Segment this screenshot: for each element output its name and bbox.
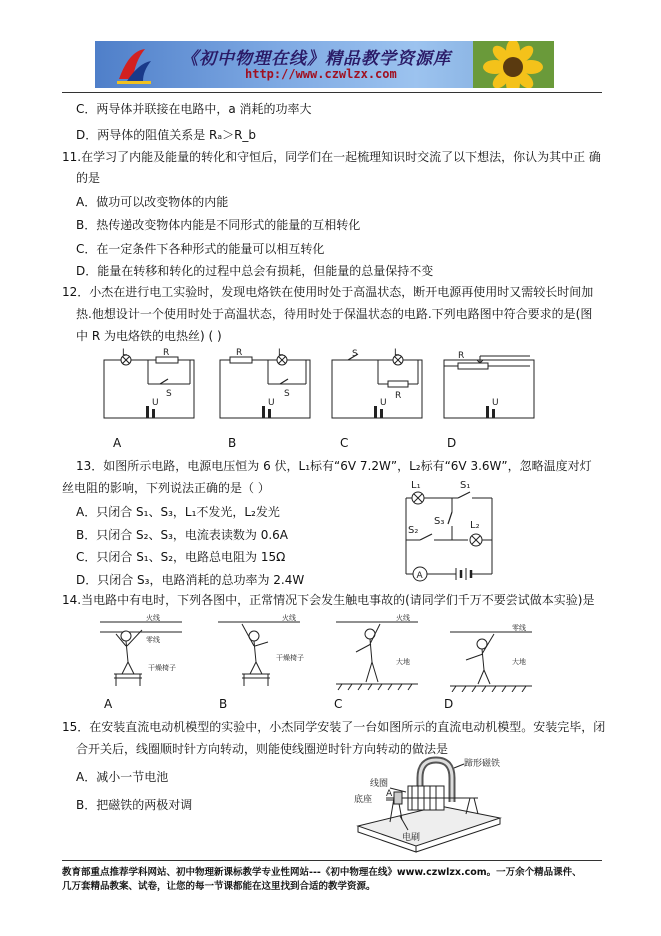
q13-l2-label: L₂ <box>470 520 480 531</box>
q12-stem-line-3: 中 R 为电烙铁的电热丝) ( ) <box>76 329 222 343</box>
q14-label-b: B <box>219 697 228 711</box>
site-logo-icon <box>115 45 153 85</box>
q13-s1-label: S₁ <box>460 480 471 491</box>
header-banner <box>95 41 554 88</box>
q12-a-lamp-label: L <box>122 348 128 358</box>
q15-base-label: 底座 <box>354 795 373 805</box>
q14-b-stool-label: 干燥椅子 <box>276 654 304 662</box>
q14-figures <box>96 612 556 692</box>
q11-option-a: A．做功可以改变物体的内能 <box>76 195 229 209</box>
q10-option-d: D．两导体的阻值关系是 Rₐ＞R_b <box>76 128 257 142</box>
q13-option-a: A．只闭合 S₁、S₃，L₁不发光，L₂发光 <box>76 505 280 519</box>
q14-label-d: D <box>444 697 454 711</box>
q15-a-label: A <box>386 789 393 799</box>
q14-b-live-label: 火线 <box>282 614 296 622</box>
sunflower-icon <box>473 41 554 88</box>
q14-a-neutral-label: 零线 <box>146 636 160 644</box>
q15-option-a: A．减小一节电池 <box>76 770 169 784</box>
q12-circuit-c <box>332 354 422 418</box>
q12-c-source-label: U <box>380 398 387 408</box>
q13-ammeter-label: A <box>416 571 423 581</box>
q14-c-live-label: 火线 <box>396 614 410 622</box>
q12-label-b: B <box>228 436 237 450</box>
q14-a-live-label: 火线 <box>146 614 160 622</box>
q14-c-ground-label: 大地 <box>396 658 410 666</box>
q14-figure-a <box>100 622 182 686</box>
q14-label-c: C <box>334 697 343 711</box>
q12-circuit-diagrams <box>100 348 560 420</box>
q12-d-resistor-label: R <box>458 351 465 361</box>
q10-option-c: C．两导体并联接在电路中，a 消耗的功率大 <box>76 102 312 116</box>
q15-option-b: B．把磁铁的两极对调 <box>76 798 193 812</box>
q12-label-d: D <box>447 436 457 450</box>
q11-stem-line-2: 的是 <box>76 171 101 185</box>
q13-l1-label: L₁ <box>411 480 421 491</box>
q12-c-lamp-label: L <box>394 348 400 358</box>
q13-option-b: B．只闭合 S₂、S₃，电流表读数为 0.6A <box>76 528 289 542</box>
q11-option-c: C．在一定条件下各种形式的能量可以相互转化 <box>76 242 325 256</box>
q11-option-d: D．能量在转移和转化的过程中总会有损耗，但能量的总量保持不变 <box>76 264 434 278</box>
q12-stem-line-2: 热.他想设计一个使用时处于高温状态，待用时处于保温状态的电路.下列电路图中符合要求的是(图 <box>76 307 593 321</box>
q15-stem-line-1: 15．在安装直流电动机模型的实验中，小杰同学安装了一台如图所示的直流电动机模型。安装完毕，闭 <box>62 720 606 734</box>
q13-s3-label: S₃ <box>434 516 445 527</box>
footer-rule <box>62 860 602 861</box>
q12-b-lamp-label: L <box>278 348 284 358</box>
q14-figure-c <box>336 622 418 690</box>
q15-brush-label: 电刷 <box>402 833 421 843</box>
q14-stem: 14.当电路中有电时，下列各图中，正常情况下会发生触电事故的(请同学们千万不要尝试做本实验)是 <box>62 593 595 607</box>
q12-b-source-label: U <box>268 398 275 408</box>
q12-label-a: A <box>113 436 122 450</box>
banner-url[interactable]: http://www.czwlzx.com <box>245 67 397 81</box>
q13-option-c: C．只闭合 S₁、S₂，电路总电阻为 15Ω <box>76 550 286 564</box>
q12-b-resistor-label: R <box>236 348 243 358</box>
q14-a-stool-label: 干燥椅子 <box>148 664 176 672</box>
header-rule <box>62 92 602 93</box>
q12-b-switch-label: S <box>284 389 290 399</box>
q12-d-source-label: U <box>492 398 499 408</box>
q13-s2-label: S₂ <box>408 525 419 536</box>
q12-stem-line-1: 12．小杰在进行电工实验时，发现电烙铁在使用时处于高温状态，断开电源再使用时又需较长时间加 <box>62 285 594 299</box>
q13-stem-line-2: 丝电阻的影响，下列说法正确的是（ ） <box>62 481 270 495</box>
q12-circuit-d <box>444 356 534 418</box>
q14-d-neutral-label: 零线 <box>512 624 526 632</box>
q11-option-b: B．热传递改变物体内能是不同形式的能量的互相转化 <box>76 218 361 232</box>
q12-label-c: C <box>340 436 349 450</box>
q12-a-source-label: U <box>152 398 159 408</box>
q12-a-resistor-label: R <box>163 348 170 358</box>
q15-coil-label: 线圈 <box>370 779 389 789</box>
q12-circuit-a <box>104 355 194 418</box>
q14-d-ground-label: 大地 <box>512 658 526 666</box>
q13-stem-line-1: 13．如图所示电路，电源电压恒为 6 伏，L₁标有“6V 7.2W”，L₂标有“6V 3.6W”，忽略温度对灯 <box>76 459 592 473</box>
q15-motor-figure <box>350 756 510 854</box>
q12-c-resistor-label: R <box>395 391 402 401</box>
q13-option-d: D．只闭合 S₃，电路消耗的总功率为 2.4W <box>76 573 305 587</box>
q12-c-switch-label: S <box>352 349 358 359</box>
q12-a-switch-label: S <box>166 389 172 399</box>
footer-line-2: 几万套精品教案、试卷，让您的每一节课都能在这里找到合适的教学资源。 <box>62 881 376 892</box>
footer-line-1: 教育部重点推荐学科网站、初中物理新课标教学专业性网站---《初中物理在线》www.czwlzx.com。一万余个精品课件、 <box>62 867 582 878</box>
q14-label-a: A <box>104 697 113 711</box>
banner-title: 《初中物理在线》精品教学资源库 <box>181 49 451 69</box>
q11-stem-line-1: 11.在学习了内能及能量的转化和守恒后，同学们在一起梳理知识时交流了以下想法，你认为其中正 确 <box>62 150 601 164</box>
q15-magnet-label: 蹄形磁铁 <box>464 759 501 769</box>
q13-circuit-diagram <box>398 478 500 586</box>
q12-circuit-b <box>220 355 310 418</box>
q15-stem-line-2: 合开关后，线圈顺时针方向转动，则能使线圈逆时针方向转动的做法是 <box>76 742 449 756</box>
